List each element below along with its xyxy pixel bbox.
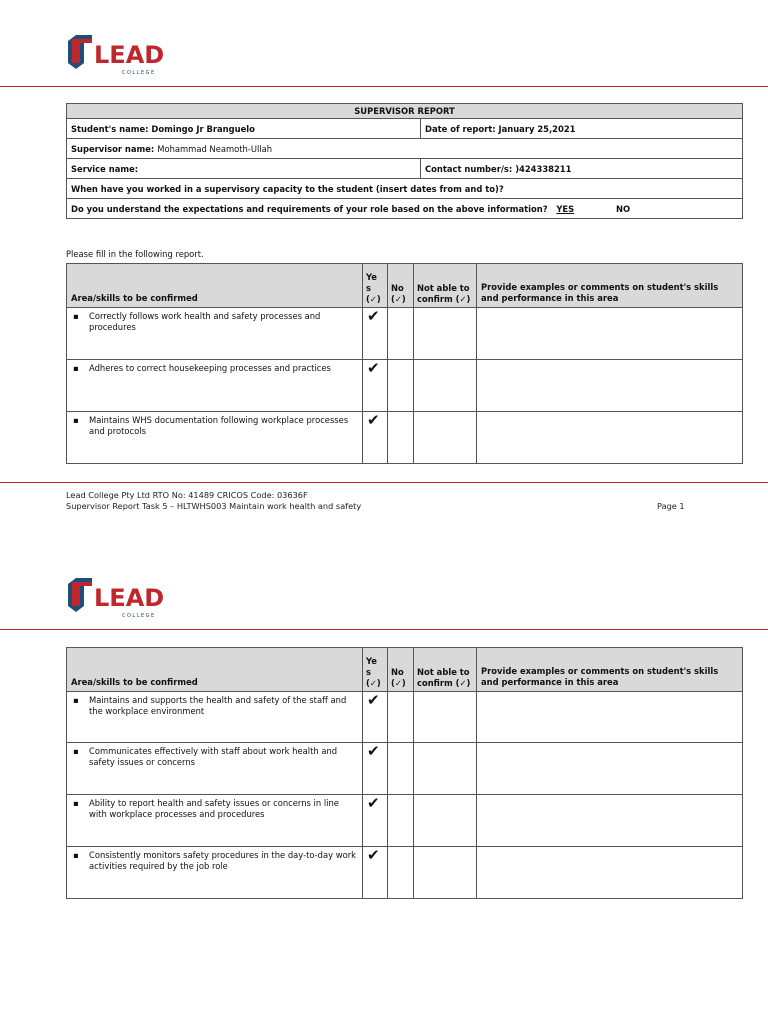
supervisor-name-cell: Supervisor name: Mohammad Neamoth-Ullah xyxy=(67,139,743,159)
not-able-check[interactable] xyxy=(414,692,477,743)
table-row: ▪ Correctly follows work health and safety processes and procedures ✔ xyxy=(67,308,743,360)
col-comments: Provide examples or comments on student's skills and performance in this area xyxy=(477,648,743,692)
footer-rule xyxy=(0,482,768,483)
contact-number-value: )424338211 xyxy=(515,163,572,174)
comments-cell[interactable] xyxy=(477,795,743,847)
svg-text:LEAD: LEAD xyxy=(94,41,165,69)
not-able-check[interactable] xyxy=(414,412,477,464)
instruction-text: Please fill in the following report. xyxy=(66,249,204,259)
header-rule xyxy=(0,86,768,87)
yes-check[interactable]: ✔ xyxy=(363,743,388,795)
footer-rto: Lead College Pty Ltd RTO No: 41489 CRICOS Code: 03636F xyxy=(66,490,308,500)
not-able-check[interactable] xyxy=(414,743,477,795)
no-check[interactable] xyxy=(388,360,414,412)
col-no: No (✓) xyxy=(388,648,414,692)
no-answer: NO xyxy=(616,203,631,214)
col-comments: Provide examples or comments on student's skills and performance in this area xyxy=(477,264,743,308)
no-check[interactable] xyxy=(388,692,414,743)
yes-check[interactable]: ✔ xyxy=(363,692,388,743)
col-area: Area/skills to be confirmed xyxy=(67,648,363,692)
contact-number-cell: Contact number/s: )424338211 xyxy=(421,159,743,179)
no-check[interactable] xyxy=(388,308,414,360)
not-able-check[interactable] xyxy=(414,308,477,360)
worked-dates-question: When have you worked in a supervisory capacity to the student (insert dates from and to)? xyxy=(67,179,743,199)
page-number: Page 1 xyxy=(657,501,685,511)
table-row: ▪ Consistently monitors safety procedures in the day-to-day work activities required by the job role ✔ xyxy=(67,847,743,899)
no-check[interactable] xyxy=(388,795,414,847)
supervisor-report-table xyxy=(66,103,743,219)
service-name-cell: Service name: xyxy=(67,159,421,179)
skills-table-page2 xyxy=(66,647,743,899)
not-able-check[interactable] xyxy=(414,795,477,847)
svg-text:COLLEGE: COLLEGE xyxy=(122,613,156,619)
col-yes: Ye s (✓) xyxy=(363,648,388,692)
lead-college-logo xyxy=(66,576,178,620)
table-row: ▪ Maintains and supports the health and safety of the staff and the workplace environment ✔ xyxy=(67,692,743,743)
comments-cell[interactable] xyxy=(477,743,743,795)
col-no: No (✓) xyxy=(388,264,414,308)
no-check[interactable] xyxy=(388,412,414,464)
yes-answer: YES xyxy=(556,203,575,214)
lead-college-logo xyxy=(66,33,178,77)
comments-cell[interactable] xyxy=(477,412,743,464)
yes-check[interactable]: ✔ xyxy=(363,795,388,847)
understand-question-cell: Do you understand the expectations and requirements of your role based on the above information? YES NO xyxy=(67,199,743,219)
footer-task: Supervisor Report Task 5 – HLTWHS003 Maintain work health and safety xyxy=(66,501,362,511)
date-of-report-cell: Date of report: January 25,2021 xyxy=(421,119,743,139)
no-check[interactable] xyxy=(388,847,414,899)
student-name-cell: Student's name: Domingo Jr Branguelo xyxy=(67,119,421,139)
yes-check[interactable]: ✔ xyxy=(363,847,388,899)
not-able-check[interactable] xyxy=(414,847,477,899)
not-able-check[interactable] xyxy=(414,360,477,412)
date-value: January 25,2021 xyxy=(498,123,576,134)
col-area: Area/skills to be confirmed xyxy=(67,264,363,308)
no-check[interactable] xyxy=(388,743,414,795)
header-rule xyxy=(0,629,768,630)
table-row: ▪ Ability to report health and safety issues or concerns in line with workplace processes and procedures ✔ xyxy=(67,795,743,847)
yes-check[interactable]: ✔ xyxy=(363,360,388,412)
comments-cell[interactable] xyxy=(477,360,743,412)
col-yes: Ye s (✓) xyxy=(363,264,388,308)
skills-table-page1 xyxy=(66,263,743,464)
yes-check[interactable]: ✔ xyxy=(363,308,388,360)
table-row: ▪ Adheres to correct housekeeping processes and practices ✔ xyxy=(67,360,743,412)
col-not-able: Not able to confirm (✓) xyxy=(414,264,477,308)
svg-text:COLLEGE: COLLEGE xyxy=(122,70,156,76)
yes-check[interactable]: ✔ xyxy=(363,412,388,464)
report-title: SUPERVISOR REPORT xyxy=(67,104,743,119)
supervisor-name-value: Mohammad Neamoth-Ullah xyxy=(157,143,273,154)
comments-cell[interactable] xyxy=(477,692,743,743)
table-row: ▪ Communicates effectively with staff about work health and safety issues or concerns ✔ xyxy=(67,743,743,795)
table-row: ▪ Maintains WHS documentation following workplace processes and protocols ✔ xyxy=(67,412,743,464)
comments-cell[interactable] xyxy=(477,308,743,360)
comments-cell[interactable] xyxy=(477,847,743,899)
svg-text:LEAD: LEAD xyxy=(94,584,165,612)
col-not-able: Not able to confirm (✓) xyxy=(414,648,477,692)
student-name-value: Domingo Jr Branguelo xyxy=(151,123,255,134)
